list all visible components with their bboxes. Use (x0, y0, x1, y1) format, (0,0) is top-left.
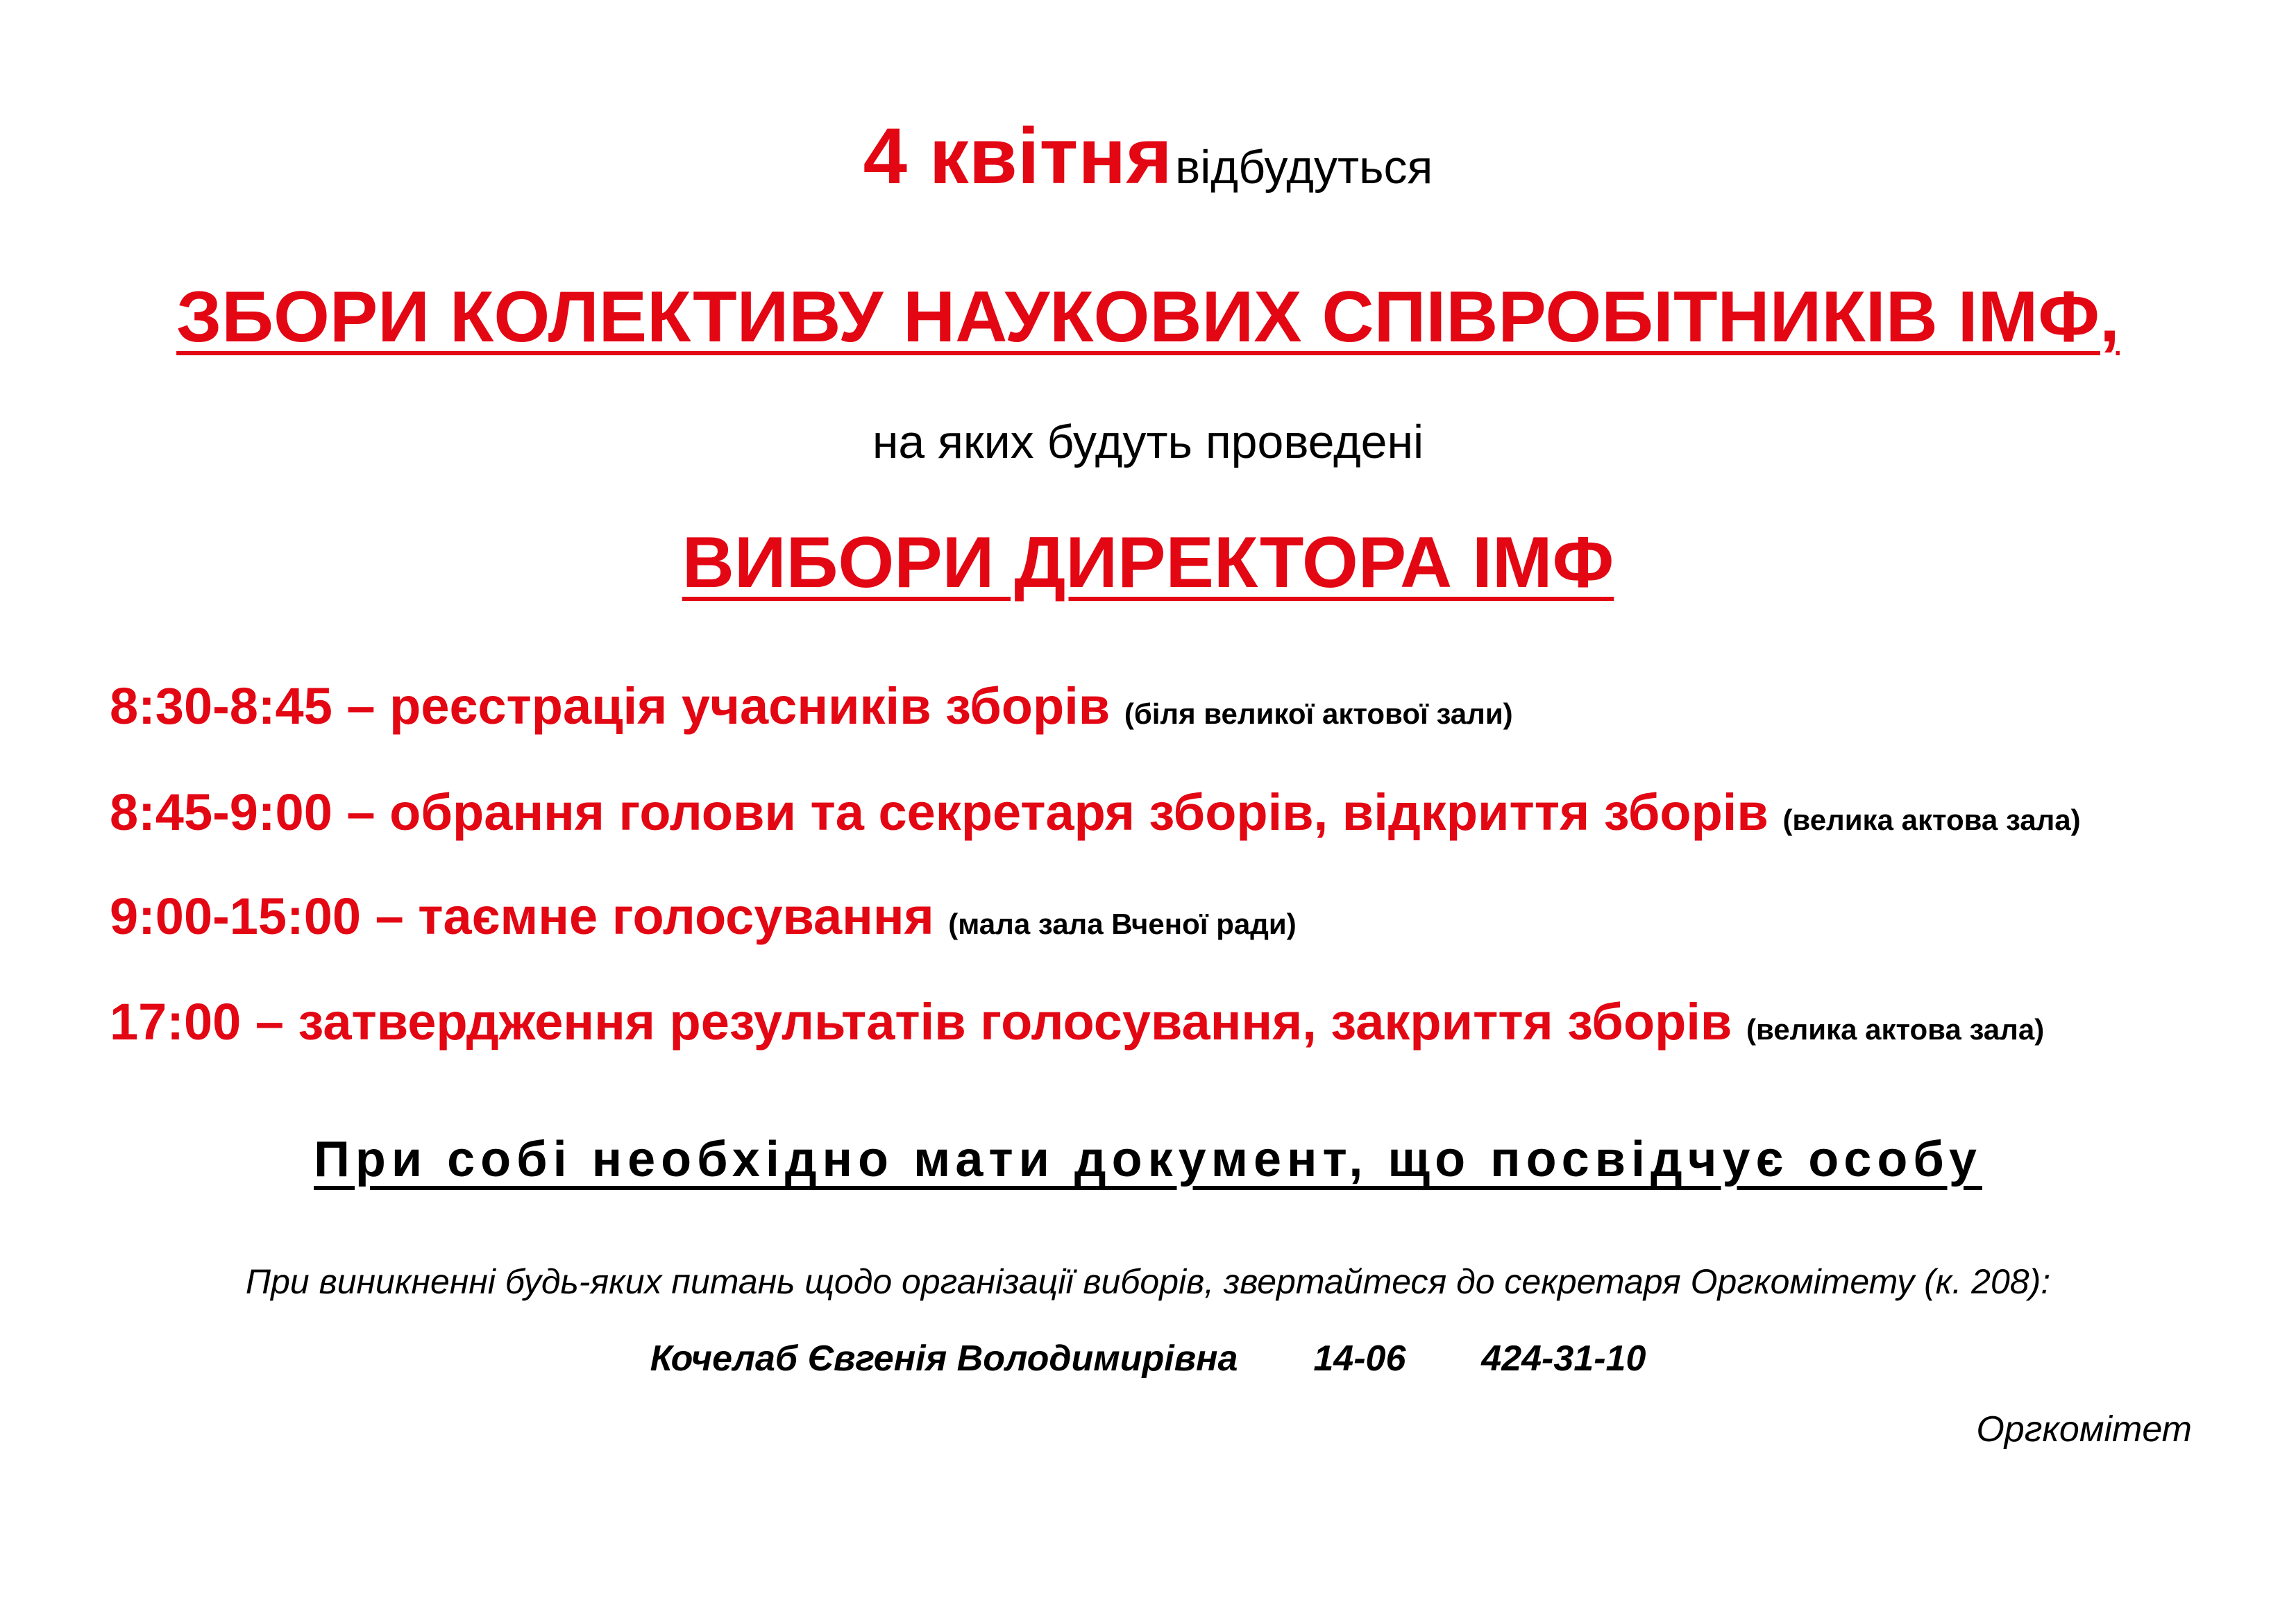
id-document-note: При собі необхідно мати документ, що посвідчує особу (314, 1132, 1982, 1187)
meeting-title: ЗБОРИ КОЛЕКТИВУ НАУКОВИХ СПІВРОБІТНИКІВ ІМФ, (176, 277, 2120, 357)
schedule-item (110, 677, 1513, 736)
election-title: ВИБОРИ ДИРЕКТОРА ІМФ (682, 522, 1614, 603)
schedule-item-text: 17:00 – затвердження результатів голосування, закриття зборів (110, 993, 1732, 1051)
schedule-item (110, 992, 2044, 1051)
schedule-item-place: (біля великої актової зали) (1124, 697, 1513, 730)
contact-line (0, 1338, 2296, 1379)
announcement-headline (0, 111, 2296, 202)
schedule-item-place: (мала зала Вченої ради) (948, 908, 1297, 940)
signature: Оргкомітет (1976, 1409, 2192, 1450)
schedule-item-text: 8:30-8:45 – реєстрація учасників зборів (110, 677, 1111, 735)
contact-phone-city: 424-31-10 (1481, 1339, 1646, 1379)
schedule-item-text: 9:00-15:00 – таємне голосування (110, 887, 934, 945)
schedule-item (110, 783, 2081, 842)
schedule-item-place: (велика актова зала) (1782, 804, 2081, 836)
headline-tail: відбудуться (1175, 141, 1433, 194)
schedule-item-text: 8:45-9:00 – обрання голови та секретаря зборів, відкриття зборів (110, 783, 1769, 841)
schedule-item-place: (велика актова зала) (1746, 1013, 2045, 1046)
schedule-item (110, 887, 1297, 946)
contact-name: Кочелаб Євгенія Володимирівна (650, 1339, 1238, 1379)
subtitle: на яких будуть проведені (872, 416, 1424, 468)
contact-note: При виникненні будь-яких питань щодо організації виборів, звертайтеся до секретаря Оргкомітету (к. 208): (245, 1262, 2051, 1301)
event-date: 4 квітня (863, 112, 1172, 201)
contact-phone-internal: 14-06 (1313, 1339, 1406, 1379)
